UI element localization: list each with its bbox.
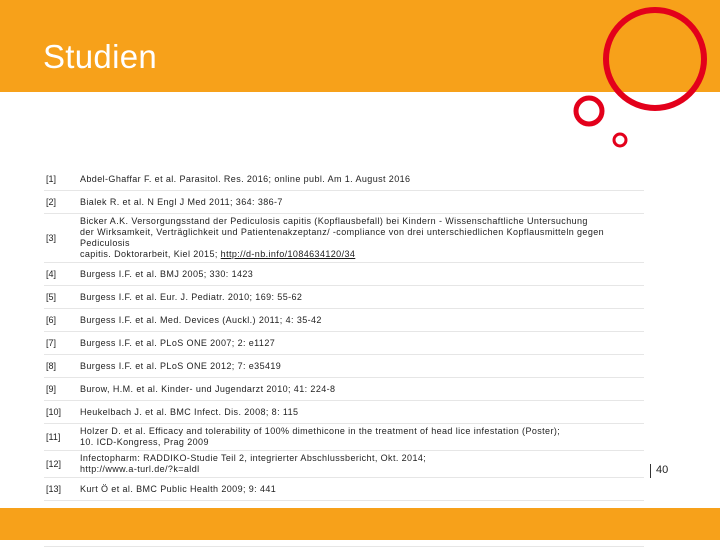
reference-number: [11] — [46, 432, 61, 442]
page-title: Studien — [43, 38, 158, 75]
reference-line-text: Burgess I.F. et al. Med. Devices (Auckl.) 2011; 4: 35-42 — [80, 314, 322, 325]
reference-number: [1] — [46, 174, 57, 184]
reference-text — [80, 197, 644, 208]
reference-item — [44, 263, 644, 286]
reference-item — [44, 332, 644, 355]
reference-text — [80, 269, 644, 280]
reference-number: [12] — [46, 459, 62, 469]
medium-circle-decoration — [576, 98, 602, 124]
reference-line-text: Kurt Ö et al. BMC Public Health 2009; 9: 441 — [80, 483, 277, 494]
reference-number: [7] — [46, 338, 57, 348]
reference-line — [80, 384, 644, 395]
reference-item — [44, 401, 644, 424]
reference-line — [80, 484, 644, 495]
reference-item — [44, 424, 644, 451]
reference-line — [80, 453, 644, 464]
reference-text — [80, 315, 644, 326]
reference-item — [44, 214, 644, 263]
reference-item — [44, 168, 644, 191]
reference-line-text: Burow, H.M. et al. Kinder- und Jugendarzt 2010; 41: 224-8 — [80, 383, 336, 394]
page-number: 40 — [656, 464, 669, 476]
reference-number: [4] — [46, 269, 57, 279]
reference-item — [44, 309, 644, 332]
reference-line-text: Burgess I.F. et al. Eur. J. Pediatr. 2010; 169: 55-62 — [80, 291, 303, 302]
reference-number: [9] — [46, 384, 57, 394]
small-circle-decoration — [614, 134, 626, 146]
reference-line-text: http://www.a-turl.de/?k=aldl — [80, 464, 200, 474]
reference-line — [80, 426, 644, 437]
reference-line-text: Infectopharm: RADDIKO-Studie Teil 2, integrierter Abschlussbericht, Okt. 2014; — [80, 453, 427, 463]
reference-line-text: Burgess I.F. et al. BMJ 2005; 330: 1423 — [80, 268, 254, 279]
reference-line — [80, 227, 644, 249]
reference-text — [80, 453, 644, 475]
reference-number: [8] — [46, 361, 57, 371]
reference-item — [44, 478, 644, 501]
reference-line — [80, 407, 644, 418]
reference-line — [80, 315, 644, 326]
reference-line-text: Burgess I.F. et al. PLoS ONE 2012; 7: e35419 — [80, 360, 282, 371]
reference-line-text: Heukelbach J. et al. BMC Infect. Dis. 2008; 8: 115 — [80, 406, 299, 417]
reference-text — [80, 484, 644, 495]
reference-number: [3] — [46, 233, 57, 243]
reference-line — [80, 361, 644, 372]
reference-list — [44, 168, 644, 547]
reference-line — [80, 437, 644, 448]
reference-number: [13] — [46, 484, 62, 494]
reference-line — [80, 292, 644, 303]
reference-line — [80, 197, 644, 208]
reference-line-text: 10. ICD-Kongress, Prag 2009 — [80, 437, 209, 447]
reference-text — [80, 174, 644, 185]
footer-divider — [650, 464, 651, 478]
reference-line-text: Holzer D. et al. Efficacy and tolerability of 100% dimethicone in the treatment of head lice infestation (Poster); — [80, 426, 561, 436]
reference-text — [80, 426, 644, 448]
reference-number: [10] — [46, 407, 62, 417]
reference-item — [44, 355, 644, 378]
reference-text — [80, 384, 644, 395]
reference-line-text: der Wirksamkeit, Verträglichkeit und Patientenakzeptanz/ -compliance von drei unterschiedlichen Kopflausmitteln gegen Pediculosis — [80, 227, 605, 248]
reference-item — [44, 378, 644, 401]
reference-text — [80, 361, 644, 372]
reference-number: [5] — [46, 292, 57, 302]
reference-text — [80, 338, 644, 349]
reference-line — [80, 338, 644, 349]
reference-line — [80, 174, 644, 185]
reference-item — [44, 286, 644, 309]
reference-number: [6] — [46, 315, 57, 325]
reference-line — [80, 216, 644, 227]
reference-link[interactable]: http://d-nb.info/1084634120/34 — [220, 249, 356, 259]
reference-line-text: capitis. Doktorarbeit, Kiel 2015; — [80, 249, 221, 259]
reference-number: [2] — [46, 197, 57, 207]
reference-line-text: Bicker A.K. Versorgungsstand der Pediculosis capitis (Kopflausbefall) bei Kindern - Wissenschaftliche Untersuchung — [80, 216, 588, 226]
reference-line-text: Burgess I.F. et al. PLoS ONE 2007; 2: e1127 — [80, 337, 276, 348]
reference-item — [44, 191, 644, 214]
reference-item — [44, 451, 644, 478]
reference-text — [80, 216, 644, 260]
reference-line — [80, 464, 644, 475]
reference-line — [80, 269, 644, 280]
reference-text — [80, 407, 644, 418]
reference-line-text: Abdel-Ghaffar F. et al. Parasitol. Res. 2016; online publ. Am 1. August 2016 — [80, 173, 411, 184]
reference-text — [80, 292, 644, 303]
footer-bar — [0, 508, 720, 540]
reference-line-text: Bialek R. et al. N Engl J Med 2011; 364: 386-7 — [80, 196, 283, 207]
reference-line — [80, 249, 644, 260]
